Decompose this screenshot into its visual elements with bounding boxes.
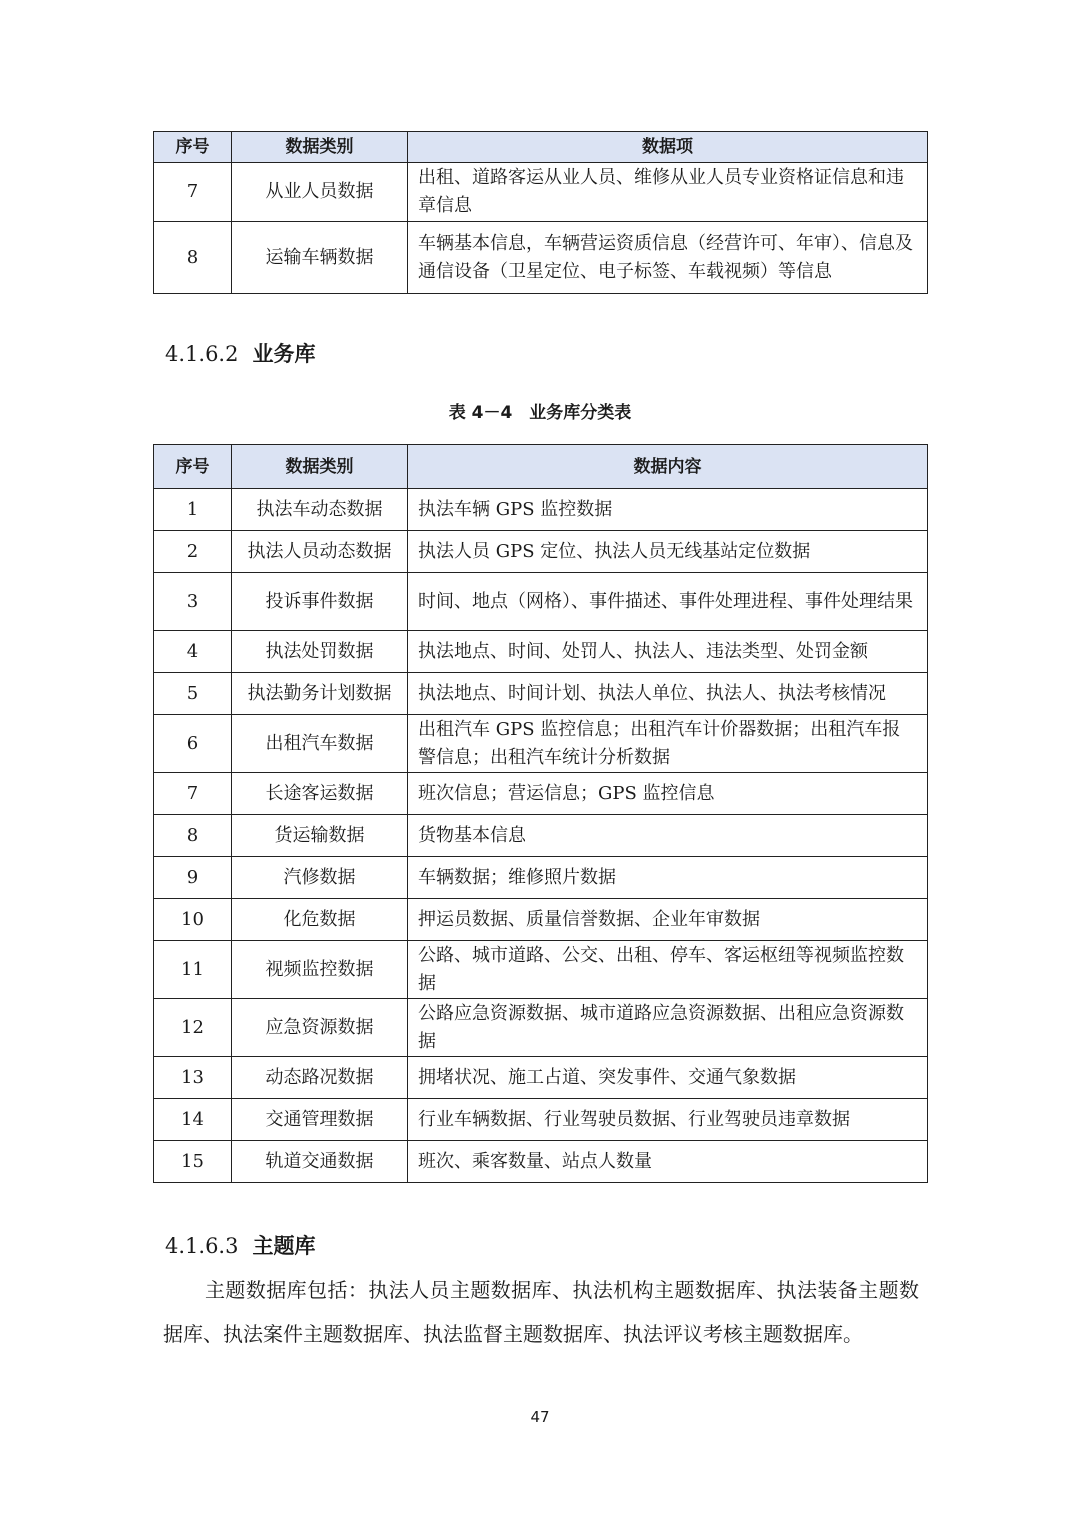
table-row bbox=[154, 573, 928, 631]
table-row bbox=[154, 163, 928, 222]
section-heading-4163 bbox=[165, 1230, 315, 1260]
row-content: 车辆数据；维修照片数据 bbox=[408, 857, 928, 899]
table-row bbox=[154, 489, 928, 531]
table-header-row bbox=[154, 132, 928, 163]
row-category: 出租汽车数据 bbox=[232, 715, 408, 773]
row-num: 3 bbox=[154, 573, 232, 631]
header-seq: 序号 bbox=[154, 132, 232, 163]
row-num: 10 bbox=[154, 899, 232, 941]
section-paragraph: 主题数据库包括：执法人员主题数据库、执法机构主题数据库、执法装备主题数据库、执法案件主题数据库、执法监督主题数据库、执法评议考核主题数据库。 bbox=[163, 1278, 919, 1346]
row-category: 动态路况数据 bbox=[232, 1057, 408, 1099]
row-content: 公路应急资源数据、城市道路应急资源数据、出租应急资源数据 bbox=[408, 999, 928, 1057]
row-category: 交通管理数据 bbox=[232, 1099, 408, 1141]
section-title: 业务库 bbox=[252, 341, 316, 366]
row-content: 时间、地点（网格）、事件描述、事件处理进程、事件处理结果 bbox=[408, 573, 928, 631]
row-num: 4 bbox=[154, 631, 232, 673]
header-content: 数据内容 bbox=[408, 445, 928, 489]
row-category: 视频监控数据 bbox=[232, 941, 408, 999]
section-number: 4.1.6.3 bbox=[165, 1234, 239, 1258]
row-num: 9 bbox=[154, 857, 232, 899]
page-number: 47 bbox=[530, 1408, 550, 1426]
header-items: 数据项 bbox=[408, 132, 928, 163]
row-content: 执法地点、时间计划、执法人单位、执法人、执法考核情况 bbox=[408, 673, 928, 715]
row-content: 班次、乘客数量、站点人数量 bbox=[408, 1141, 928, 1183]
row-content: 执法车辆 GPS 监控数据 bbox=[408, 489, 928, 531]
table-row bbox=[154, 715, 928, 773]
row-num: 11 bbox=[154, 941, 232, 999]
table-row bbox=[154, 857, 928, 899]
row-category: 执法车动态数据 bbox=[232, 489, 408, 531]
table-row bbox=[154, 941, 928, 999]
row-num: 8 bbox=[154, 815, 232, 857]
header-seq: 序号 bbox=[154, 445, 232, 489]
row-category: 货运输数据 bbox=[232, 815, 408, 857]
row-category: 轨道交通数据 bbox=[232, 1141, 408, 1183]
table-header-row bbox=[154, 445, 928, 489]
table-row bbox=[154, 1057, 928, 1099]
row-category: 化危数据 bbox=[232, 899, 408, 941]
row-category: 投诉事件数据 bbox=[232, 573, 408, 631]
table-row bbox=[154, 531, 928, 573]
row-category: 执法勤务计划数据 bbox=[232, 673, 408, 715]
row-category: 汽修数据 bbox=[232, 857, 408, 899]
row-category: 执法人员动态数据 bbox=[232, 531, 408, 573]
row-num: 1 bbox=[154, 489, 232, 531]
row-items: 车辆基本信息，车辆营运资质信息（经营许可、年审）、信息及通信设备（卫星定位、电子标签、车载视频）等信息 bbox=[408, 222, 928, 294]
table-row bbox=[154, 222, 928, 294]
section-number: 4.1.6.2 bbox=[165, 342, 239, 366]
header-category: 数据类别 bbox=[232, 445, 408, 489]
row-category: 应急资源数据 bbox=[232, 999, 408, 1057]
row-content: 公路、城市道路、公交、出租、停车、客运枢纽等视频监控数据 bbox=[408, 941, 928, 999]
table-row bbox=[154, 1099, 928, 1141]
row-content: 出租汽车 GPS 监控信息；出租汽车计价器数据；出租汽车报警信息；出租汽车统计分析数据 bbox=[408, 715, 928, 773]
row-num: 6 bbox=[154, 715, 232, 773]
row-num: 8 bbox=[154, 222, 232, 294]
row-num: 5 bbox=[154, 673, 232, 715]
row-num: 15 bbox=[154, 1141, 232, 1183]
row-num: 13 bbox=[154, 1057, 232, 1099]
table-row bbox=[154, 999, 928, 1057]
row-content: 行业车辆数据、行业驾驶员数据、行业驾驶员违章数据 bbox=[408, 1099, 928, 1141]
row-category: 运输车辆数据 bbox=[232, 222, 408, 294]
section-title: 主题库 bbox=[252, 1233, 316, 1258]
row-num: 2 bbox=[154, 531, 232, 573]
table-row bbox=[154, 631, 928, 673]
row-content: 班次信息；营运信息；GPS 监控信息 bbox=[408, 773, 928, 815]
row-category: 执法处罚数据 bbox=[232, 631, 408, 673]
row-num: 12 bbox=[154, 999, 232, 1057]
table-row bbox=[154, 899, 928, 941]
row-content: 货物基本信息 bbox=[408, 815, 928, 857]
row-content: 拥堵状况、施工占道、突发事件、交通气象数据 bbox=[408, 1057, 928, 1099]
vehicle-personnel-table bbox=[153, 131, 928, 294]
row-num: 7 bbox=[154, 163, 232, 222]
row-content: 执法地点、时间、处罚人、执法人、违法类型、处罚金额 bbox=[408, 631, 928, 673]
row-category: 从业人员数据 bbox=[232, 163, 408, 222]
business-library-table bbox=[153, 444, 928, 1183]
section-heading-4162 bbox=[165, 338, 315, 368]
table-row bbox=[154, 673, 928, 715]
table-caption: 表 4－4 业务库分类表 bbox=[448, 403, 632, 423]
table-row bbox=[154, 815, 928, 857]
row-content: 执法人员 GPS 定位、执法人员无线基站定位数据 bbox=[408, 531, 928, 573]
table-row bbox=[154, 1141, 928, 1183]
header-category: 数据类别 bbox=[232, 132, 408, 163]
row-category: 长途客运数据 bbox=[232, 773, 408, 815]
table-row bbox=[154, 773, 928, 815]
row-content: 押运员数据、质量信誉数据、企业年审数据 bbox=[408, 899, 928, 941]
row-items: 出租、道路客运从业人员、维修从业人员专业资格证信息和违章信息 bbox=[408, 163, 928, 222]
row-num: 14 bbox=[154, 1099, 232, 1141]
row-num: 7 bbox=[154, 773, 232, 815]
